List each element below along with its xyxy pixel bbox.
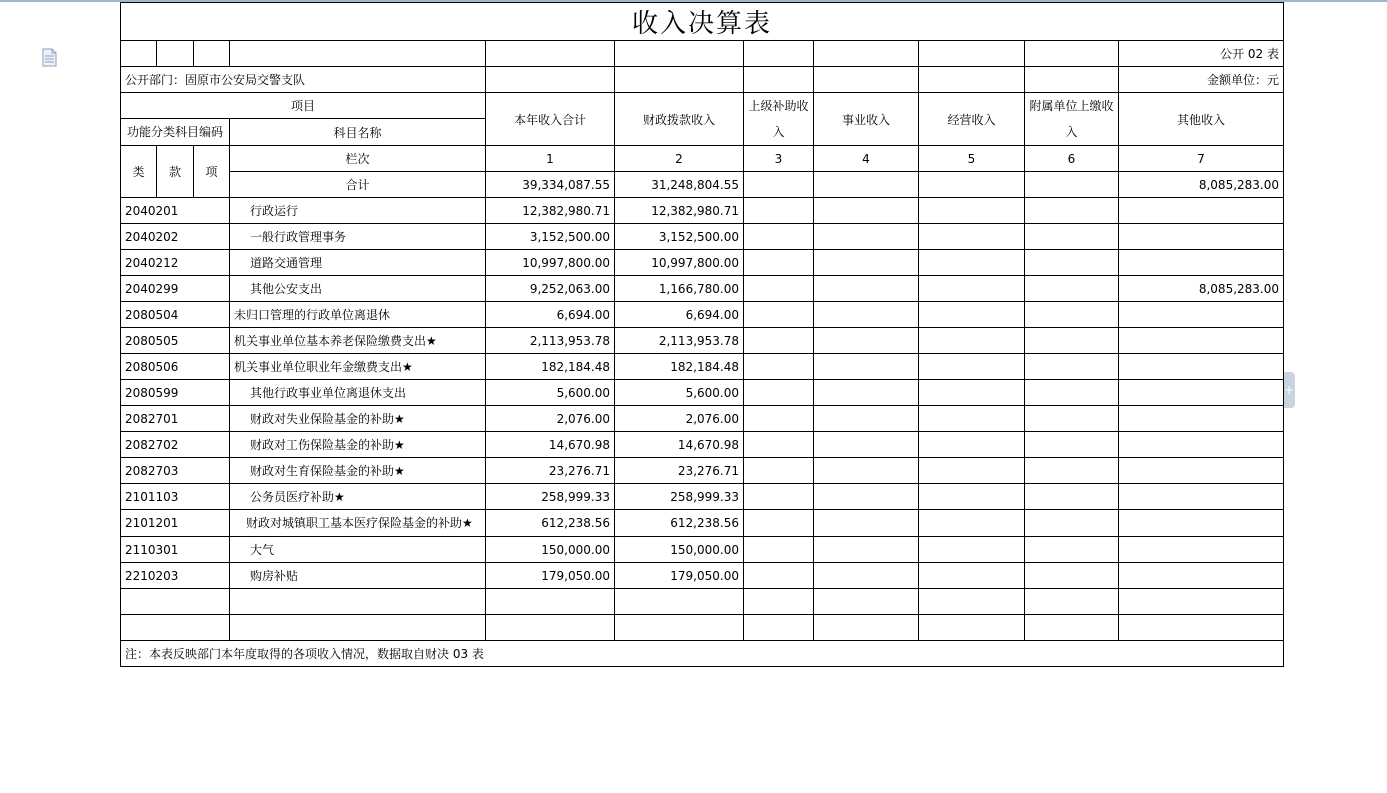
table-row — [121, 380, 1284, 406]
subject-name-header: 科目名称 — [230, 119, 486, 146]
table-row — [121, 224, 1284, 250]
row-name: 财政对工伤保险基金的补助★ — [230, 432, 486, 458]
row-v7 — [1119, 250, 1284, 276]
row-v2: 182,184.48 — [615, 354, 744, 380]
col-header-4: 事业收入 — [814, 93, 919, 146]
row-code: 2101201 — [121, 510, 230, 537]
kuan-header: 款 — [157, 146, 194, 198]
table-row — [121, 537, 1284, 563]
row-v2: 1,166,780.00 — [615, 276, 744, 302]
row-v2: 14,670.98 — [615, 432, 744, 458]
table-row — [121, 458, 1284, 484]
col-number: 1 — [486, 146, 615, 172]
row-name: 其他行政事业单位离退休支出 — [230, 380, 486, 406]
row-v7 — [1119, 406, 1284, 432]
row-v1: 2,076.00 — [486, 406, 615, 432]
total-label: 合计 — [230, 172, 486, 198]
row-name: 购房补贴 — [230, 563, 486, 589]
row-v7 — [1119, 484, 1284, 510]
row-code: 2040201 — [121, 198, 230, 224]
row-v2: 258,999.33 — [615, 484, 744, 510]
row-v2: 23,276.71 — [615, 458, 744, 484]
table-row — [121, 354, 1284, 380]
row-name: 财政对失业保险基金的补助★ — [230, 406, 486, 432]
row-code: 2040202 — [121, 224, 230, 250]
col-header-5: 经营收入 — [919, 93, 1025, 146]
row-v1: 10,997,800.00 — [486, 250, 615, 276]
total-v7: 8,085,283.00 — [1119, 172, 1284, 198]
side-panel-toggle[interactable] — [1283, 372, 1295, 408]
total-v1: 39,334,087.55 — [486, 172, 615, 198]
sheet-page — [120, 2, 1283, 791]
row-code: 2082703 — [121, 458, 230, 484]
total-v2: 31,248,804.55 — [615, 172, 744, 198]
row-v1: 14,670.98 — [486, 432, 615, 458]
row-v2: 612,238.56 — [615, 510, 744, 537]
row-name: 财政对城镇职工基本医疗保险基金的补助★ — [230, 510, 486, 537]
row-name: 行政运行 — [230, 198, 486, 224]
row-code: 2080505 — [121, 328, 230, 354]
row-v1: 612,238.56 — [486, 510, 615, 537]
empty-row — [121, 615, 1284, 641]
unit-label: 金额单位：元 — [1119, 67, 1284, 93]
row-v1: 150,000.00 — [486, 537, 615, 563]
row-v2: 6,694.00 — [615, 302, 744, 328]
col-header-3: 上级补助收入 — [744, 93, 814, 146]
col-label: 栏次 — [230, 146, 486, 172]
table-row — [121, 198, 1284, 224]
row-name: 大气 — [230, 537, 486, 563]
row-code: 2101103 — [121, 484, 230, 510]
table-note: 注：本表反映部门本年度取得的各项收入情况，数据取自财决 03 表 — [121, 641, 1284, 667]
col-number: 4 — [814, 146, 919, 172]
row-v2: 10,997,800.00 — [615, 250, 744, 276]
row-code: 2080504 — [121, 302, 230, 328]
row-v1: 258,999.33 — [486, 484, 615, 510]
lei-header: 类 — [121, 146, 157, 198]
col-header-1: 本年收入合计 — [486, 93, 615, 146]
row-name: 公务员医疗补助★ — [230, 484, 486, 510]
table-row — [121, 302, 1284, 328]
row-v7 — [1119, 224, 1284, 250]
empty-row — [121, 589, 1284, 615]
row-v7 — [1119, 563, 1284, 589]
item-header: 项目 — [121, 93, 486, 119]
row-v2: 2,113,953.78 — [615, 328, 744, 354]
row-v2: 179,050.00 — [615, 563, 744, 589]
row-v7 — [1119, 510, 1284, 537]
func-code-header: 功能分类科目编码 — [121, 119, 230, 146]
row-v1: 9,252,063.00 — [486, 276, 615, 302]
row-v7 — [1119, 302, 1284, 328]
row-code: 2040299 — [121, 276, 230, 302]
row-v7 — [1119, 537, 1284, 563]
row-name: 机关事业单位职业年金缴费支出★ — [230, 354, 486, 380]
department-label: 公开部门：固原市公安局交警支队 — [121, 67, 486, 93]
row-v2: 3,152,500.00 — [615, 224, 744, 250]
row-v7 — [1119, 198, 1284, 224]
row-code: 2210203 — [121, 563, 230, 589]
col-number: 6 — [1025, 146, 1119, 172]
plus-icon: + — [1283, 383, 1295, 397]
col-header-2: 财政拨款收入 — [615, 93, 744, 146]
row-v7 — [1119, 328, 1284, 354]
row-v2: 150,000.00 — [615, 537, 744, 563]
row-name: 机关事业单位基本养老保险缴费支出★ — [230, 328, 486, 354]
row-v1: 3,152,500.00 — [486, 224, 615, 250]
row-v7 — [1119, 380, 1284, 406]
row-v7 — [1119, 458, 1284, 484]
row-v2: 5,600.00 — [615, 380, 744, 406]
row-code: 2110301 — [121, 537, 230, 563]
table-row — [121, 328, 1284, 354]
row-v7 — [1119, 354, 1284, 380]
col-number: 7 — [1119, 146, 1284, 172]
row-name: 一般行政管理事务 — [230, 224, 486, 250]
row-v1: 182,184.48 — [486, 354, 615, 380]
col-header-6: 附属单位上缴收入 — [1025, 93, 1119, 146]
row-code: 2082701 — [121, 406, 230, 432]
table-row — [121, 406, 1284, 432]
document-icon[interactable] — [42, 48, 57, 67]
row-name: 未归口管理的行政单位离退休 — [230, 302, 486, 328]
row-code: 2080506 — [121, 354, 230, 380]
row-code: 2040212 — [121, 250, 230, 276]
row-v7 — [1119, 432, 1284, 458]
page-title: 收入决算表 — [121, 3, 1284, 41]
row-v1: 5,600.00 — [486, 380, 615, 406]
row-name: 其他公安支出 — [230, 276, 486, 302]
col-number: 2 — [615, 146, 744, 172]
row-v1: 12,382,980.71 — [486, 198, 615, 224]
row-v1: 6,694.00 — [486, 302, 615, 328]
table-row — [121, 250, 1284, 276]
income-table — [120, 2, 1284, 667]
row-v7: 8,085,283.00 — [1119, 276, 1284, 302]
col-header-7: 其他收入 — [1119, 93, 1284, 146]
table-code: 公开 02 表 — [1119, 41, 1284, 67]
table-row — [121, 484, 1284, 510]
row-name: 财政对生育保险基金的补助★ — [230, 458, 486, 484]
table-row — [121, 563, 1284, 589]
col-number: 5 — [919, 146, 1025, 172]
row-v2: 2,076.00 — [615, 406, 744, 432]
row-v1: 179,050.00 — [486, 563, 615, 589]
row-code: 2082702 — [121, 432, 230, 458]
row-v2: 12,382,980.71 — [615, 198, 744, 224]
table-row — [121, 276, 1284, 302]
total-row — [121, 172, 1284, 198]
row-name: 道路交通管理 — [230, 250, 486, 276]
table-row — [121, 432, 1284, 458]
row-code: 2080599 — [121, 380, 230, 406]
col-number: 3 — [744, 146, 814, 172]
row-v1: 23,276.71 — [486, 458, 615, 484]
row-v1: 2,113,953.78 — [486, 328, 615, 354]
table-row — [121, 510, 1284, 537]
xiang-header: 项 — [194, 146, 230, 198]
